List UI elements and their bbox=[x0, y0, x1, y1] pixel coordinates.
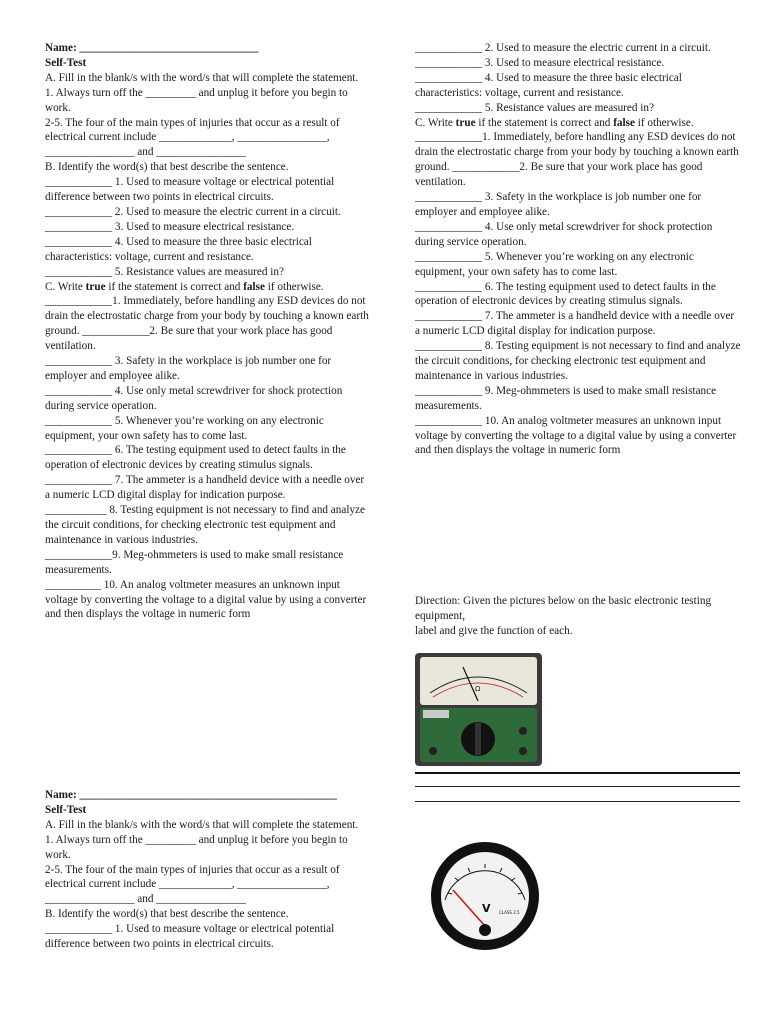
test-item: ____________ 5. Resistance values are measured in? bbox=[415, 101, 654, 114]
test-item: ____________ 4. Use only metal screwdriver for shock protection during service operation. bbox=[45, 384, 343, 412]
test-item: ____________ 7. The ammeter is a handheld device with a needle over a numeric LCD digital display for indication purpose. bbox=[415, 310, 735, 338]
test-item: ____________ 1. Used to measure voltage or electrical potential difference between two points in electrical circuits. bbox=[45, 923, 335, 951]
direction-block bbox=[415, 594, 741, 639]
meter-ohm-label: Ω bbox=[475, 685, 481, 693]
test-item: ____________ 5. Resistance values are measured in? bbox=[45, 265, 284, 278]
test-item: ____________ 3. Used to measure electrical resistance. bbox=[45, 220, 295, 233]
test-item: Name: ________________________________ bbox=[45, 42, 259, 54]
test-item: Self-Test bbox=[45, 803, 87, 816]
voltmeter-class-label: CLASS 2.5 bbox=[499, 910, 520, 915]
answer-line bbox=[415, 772, 740, 774]
test-item: ____________ 4. Used to measure the three basic electrical characteristics: voltage, current and resistance. bbox=[415, 71, 682, 99]
test-item: 1. Always turn off the _________ and unplug it before you begin to work. bbox=[45, 86, 348, 114]
voltmeter-v-label: V bbox=[482, 902, 491, 915]
test-item: ____________ 2. Used to measure the electric current in a circuit. bbox=[45, 205, 341, 218]
direction-text: label and give the function of each. bbox=[415, 624, 573, 637]
direction-text: Direction: Given the pictures below on the basic electronic testing equipment, bbox=[415, 595, 712, 622]
test-item: ____________ 10. An analog voltmeter measures an unknown input voltage by converting the voltage to a digital value by using a converter and then displays the voltage in numeric form bbox=[415, 414, 737, 457]
test-item: ____________9. Meg-ohmmeters is used to make small resistance measurements. bbox=[45, 548, 344, 576]
test-item: 2-5. The four of the main types of injuries that occur as a result of electrical current include _____________, ________________, ________________ and ________________ bbox=[45, 863, 340, 906]
test-item: ____________ 5. Whenever you’re working on any electronic equipment, your own safety has to come last. bbox=[45, 414, 324, 442]
test-item: ____________1. Immediately, before handling any ESD devices do not drain the electrostatic charge from your body by touching a known earth ground. ____________2. Be sure that your work place has good ventilation. bbox=[415, 131, 739, 189]
test-item: C. Write true if the statement is correct and false if otherwise. bbox=[45, 280, 324, 293]
test-item: Self-Test bbox=[45, 56, 87, 69]
right-column-test bbox=[415, 41, 741, 458]
answer-line bbox=[415, 801, 740, 802]
test-item: ____________ 9. Meg-ohmmeters is used to make small resistance measurements. bbox=[415, 384, 717, 412]
test-item: ____________ 3. Used to measure electrical resistance. bbox=[415, 56, 665, 69]
test-item: B. Identify the word(s) that best describe the sentence. bbox=[45, 161, 289, 174]
test-item: ___________ 8. Testing equipment is not necessary to find and analyze the circuit conditions, for checking electronic test equipment and maintenance in various industries. bbox=[45, 504, 365, 546]
answer-lines bbox=[415, 772, 740, 816]
analog-voltmeter-image bbox=[415, 838, 555, 954]
test-item: ____________ 3. Safety in the workplace is job number one for employer and employee alike. bbox=[45, 355, 332, 382]
test-item: ____________ 3. Safety in the workplace is job number one for employer and employee alike. bbox=[415, 191, 702, 218]
test-item: 1. Always turn off the _________ and unplug it before you begin to work. bbox=[45, 833, 348, 861]
test-item: ____________ 6. The testing equipment used to detect faults in the operation of electronic devices by creating stimulus signals. bbox=[45, 444, 346, 472]
test-item: ____________ 4. Used to measure the three basic electrical characteristics: voltage, current and resistance. bbox=[45, 235, 312, 263]
test-item: ____________ 2. Used to measure the electric current in a circuit. bbox=[415, 42, 711, 54]
test-item: C. Write true if the statement is correct and false if otherwise. bbox=[415, 116, 694, 129]
test-item: ____________ 5. Whenever you’re working on any electronic equipment, your own safety has to come last. bbox=[415, 250, 694, 278]
test-item: Name: ______________________________________________ bbox=[45, 789, 337, 801]
test-item: A. Fill in the blank/s with the word/s that will complete the statement. bbox=[45, 818, 359, 831]
left-column-test bbox=[45, 41, 371, 622]
multimeter-image bbox=[415, 653, 542, 766]
test-item: __________ 10. An analog voltmeter measures an unknown input voltage by converting the voltage to a digital value by using a converter and then displays the voltage in numeric form bbox=[45, 578, 367, 621]
test-item: B. Identify the word(s) that best describe the sentence. bbox=[45, 908, 289, 921]
test-item: A. Fill in the blank/s with the word/s that will complete the statement. bbox=[45, 71, 359, 84]
test-item: 2-5. The four of the main types of injuries that occur as a result of electrical current include _____________, ________________, ________________ and ________________ bbox=[45, 116, 340, 159]
test-item: ____________ 1. Used to measure voltage or electrical potential difference between two points in electrical circuits. bbox=[45, 176, 335, 204]
test-item: ____________ 7. The ammeter is a handheld device with a needle over a numeric LCD digital display for indication purpose. bbox=[45, 474, 365, 502]
bottom-column-test bbox=[45, 788, 371, 952]
test-item: ____________ 8. Testing equipment is not necessary to find and analyze the circuit conditions, for checking electronic test equipment and maintenance in various industries. bbox=[415, 340, 741, 382]
test-item: ____________ 4. Use only metal screwdriver for shock protection during service operation. bbox=[415, 220, 713, 248]
answer-line bbox=[415, 786, 740, 787]
test-item: ____________ 6. The testing equipment used to detect faults in the operation of electronic devices by creating stimulus signals. bbox=[415, 280, 716, 308]
test-item: ____________1. Immediately, before handling any ESD devices do not drain the electrostatic charge from your body by touching a known earth ground. ____________2. Be sure that your work place has good ventilation. bbox=[45, 295, 369, 353]
